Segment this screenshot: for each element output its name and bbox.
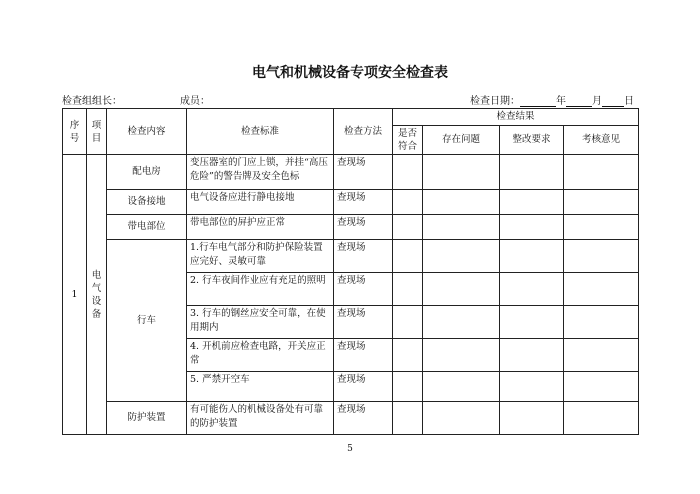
rectify-cell[interactable]	[500, 306, 564, 339]
rectify-cell[interactable]	[500, 339, 564, 372]
problem-cell[interactable]	[423, 306, 500, 339]
table-row	[63, 240, 639, 273]
check-standard: 电气设备应进行静电接地	[187, 190, 334, 215]
header-review: 考核意见	[564, 126, 639, 155]
conform-cell[interactable]	[393, 372, 423, 402]
check-content: 设备接地	[107, 190, 187, 215]
section-item: 电 气 设 备	[87, 155, 107, 435]
review-cell[interactable]	[564, 306, 639, 339]
conform-cell[interactable]	[393, 273, 423, 306]
problem-cell[interactable]	[423, 240, 500, 273]
rectify-cell[interactable]	[500, 155, 564, 190]
review-cell[interactable]	[564, 273, 639, 306]
table-row	[63, 402, 639, 435]
section-seq: 1	[63, 155, 87, 435]
day-label: 日	[624, 96, 634, 107]
date-field	[470, 92, 634, 107]
check-content: 行车	[107, 240, 187, 402]
rectify-cell[interactable]	[500, 273, 564, 306]
problem-cell[interactable]	[423, 339, 500, 372]
check-standard: 5. 严禁开空车	[187, 372, 334, 402]
check-standard: 3. 行车的钢丝应安全可靠，在使用期内	[187, 306, 334, 339]
problem-cell[interactable]	[423, 402, 500, 435]
review-cell[interactable]	[564, 215, 639, 240]
check-method: 查现场	[334, 306, 393, 339]
rectify-cell[interactable]	[500, 372, 564, 402]
header-result: 检查结果	[393, 109, 639, 126]
problem-cell[interactable]	[423, 372, 500, 402]
header-standard: 检查标准	[187, 109, 334, 155]
conform-cell[interactable]	[393, 215, 423, 240]
check-method: 查现场	[334, 190, 393, 215]
date-label: 检查日期：	[470, 96, 520, 107]
leader-label: 检查组组长：	[62, 96, 122, 107]
header-seq: 序 号	[63, 109, 87, 155]
check-method: 查现场	[334, 155, 393, 190]
conform-cell[interactable]	[393, 402, 423, 435]
review-cell[interactable]	[564, 339, 639, 372]
check-standard: 带电部位的屏护应正常	[187, 215, 334, 240]
check-method: 查现场	[334, 402, 393, 435]
inspection-table	[62, 108, 639, 435]
month-label: 月	[592, 96, 602, 107]
check-content: 带电部位	[107, 215, 187, 240]
review-cell[interactable]	[564, 240, 639, 273]
leader-field	[62, 92, 122, 107]
problem-cell[interactable]	[423, 190, 500, 215]
check-content: 防护装置	[107, 402, 187, 435]
check-standard: 2. 行车夜间作业应有充足的照明	[187, 273, 334, 306]
conform-cell[interactable]	[393, 240, 423, 273]
header-problem: 存在问题	[423, 126, 500, 155]
table-row	[63, 215, 639, 240]
check-method: 查现场	[334, 372, 393, 402]
check-method: 查现场	[334, 215, 393, 240]
conform-cell[interactable]	[393, 306, 423, 339]
problem-cell[interactable]	[423, 273, 500, 306]
review-cell[interactable]	[564, 372, 639, 402]
day-blank	[602, 96, 624, 107]
header-method: 检查方法	[334, 109, 393, 155]
check-method: 查现场	[334, 339, 393, 372]
check-method: 查现场	[334, 273, 393, 306]
check-standard: 有可能伤人的机械设备处有可靠的防护装置	[187, 402, 334, 435]
year-blank	[520, 96, 556, 107]
review-cell[interactable]	[564, 190, 639, 215]
conform-cell[interactable]	[393, 190, 423, 215]
review-cell[interactable]	[564, 155, 639, 190]
month-blank	[566, 96, 592, 107]
member-field	[180, 92, 210, 107]
header-rectify: 整改要求	[500, 126, 564, 155]
table-row	[63, 190, 639, 215]
header-conform: 是否 符合	[393, 126, 423, 155]
year-label: 年	[556, 96, 566, 107]
review-cell[interactable]	[564, 402, 639, 435]
rectify-cell[interactable]	[500, 215, 564, 240]
problem-cell[interactable]	[423, 155, 500, 190]
rectify-cell[interactable]	[500, 190, 564, 215]
header-content: 检查内容	[107, 109, 187, 155]
page-title: 电气和机械设备专项安全检查表	[252, 65, 448, 81]
check-standard: 4. 开机前应检查电路，开关应正常	[187, 339, 334, 372]
rectify-cell[interactable]	[500, 402, 564, 435]
header-item: 项 目	[87, 109, 107, 155]
rectify-cell[interactable]	[500, 240, 564, 273]
conform-cell[interactable]	[393, 339, 423, 372]
check-content: 配电房	[107, 155, 187, 190]
conform-cell[interactable]	[393, 155, 423, 190]
check-standard: 变压器室的门应上锁，并挂“高压危险”的警告牌及安全色标	[187, 155, 334, 190]
check-method: 查现场	[334, 240, 393, 273]
page-number: 5	[347, 444, 353, 454]
problem-cell[interactable]	[423, 215, 500, 240]
member-label: 成员：	[180, 96, 210, 107]
table-row	[63, 155, 639, 190]
check-standard: 1.行车电气部分和防护保险装置应完好、灵敏可靠	[187, 240, 334, 273]
